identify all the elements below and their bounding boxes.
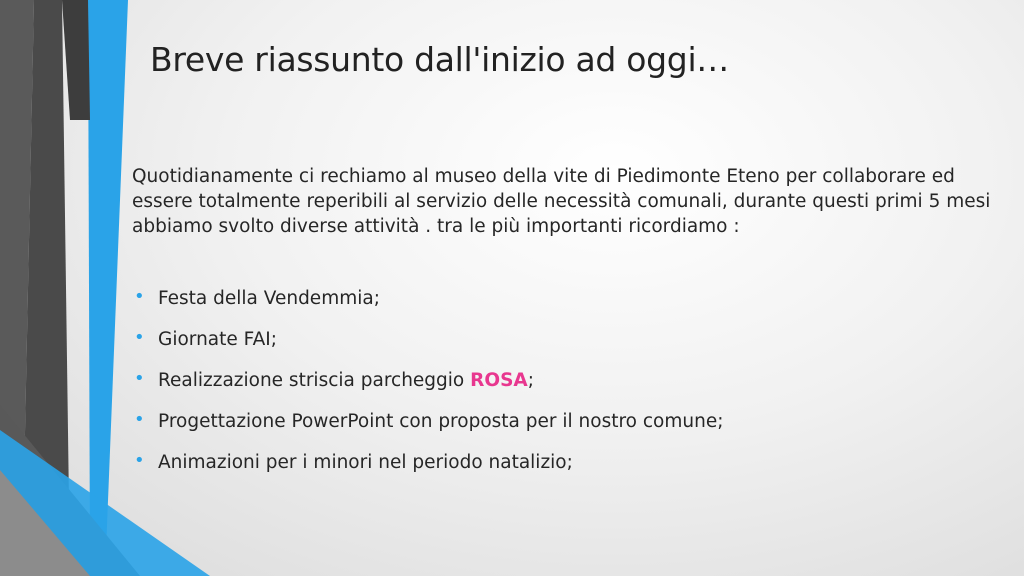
bullet-text-suffix: ; — [527, 370, 534, 391]
intro-paragraph: Quotidianamente ci rechiamo al museo della vite di Piedimonte Eteno per collaborare ed essere totalmente reperibili al servizio delle necessità comunali, durante questi primi 5 mesi abbiamo svolto diverse attività . tra le più importanti ricordiamo : — [132, 166, 991, 237]
bullet-item — [132, 450, 992, 475]
bullet-text: Giornate FAI; — [158, 329, 277, 350]
bullet-item — [132, 327, 992, 352]
bullet-list — [132, 286, 992, 491]
bullet-text: Festa della Vendemmia; — [158, 288, 380, 309]
bullet-dot-icon: • — [134, 450, 145, 471]
bullet-item — [132, 409, 992, 434]
bullet-dot-icon: • — [134, 286, 145, 307]
bullet-dot-icon: • — [134, 368, 145, 389]
bullet-item — [132, 368, 992, 393]
bullet-dot-icon: • — [134, 409, 145, 430]
slide-title: Breve riassunto dall'inizio ad oggi… — [150, 40, 730, 79]
highlight-rosa: ROSA — [470, 370, 528, 391]
bullet-text: Progettazione PowerPoint con proposta per il nostro comune; — [158, 411, 724, 432]
bullet-text: Realizzazione striscia parcheggio — [158, 370, 471, 391]
dark-accent-upper — [62, 0, 90, 120]
bullet-item — [132, 286, 992, 311]
bullet-dot-icon: • — [134, 327, 145, 348]
blue-stripe — [88, 0, 128, 576]
bullet-text: Animazioni per i minori nel periodo natalizio; — [158, 452, 573, 473]
